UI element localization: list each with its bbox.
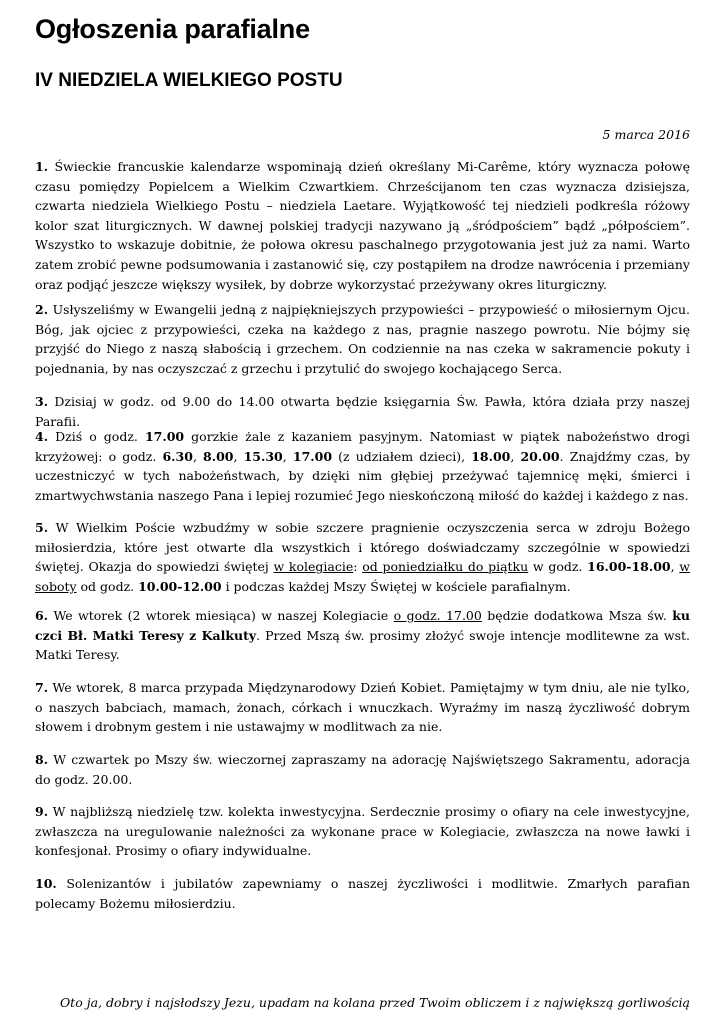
text-segment: od godz. [76,578,139,594]
underlined-text: w kolegiacie [273,559,354,575]
underlined-text: w soboty [35,559,690,594]
announcement-number: 3. [35,394,49,409]
text-segment: Dziś o godz. [48,429,145,444]
announcement-number: 8. [35,752,49,767]
announcement-10 [35,874,690,913]
time-bold: 20.00 [520,448,560,464]
announcement-number: 4. [35,429,49,444]
footer-prayer: Oto ja, dobry i najsłodszy Jezu, upadam na kolana przed Twoim obliczem i z największą gorliwością [59,995,690,1010]
text-segment: , [510,448,521,464]
page-title: Ogłoszenia parafialne [35,14,310,44]
text-segment: . Znajdźmy czas, by uczestniczyć w tych nabożeństwach, by dzięki nim głębiej przeżywać tajemnicę męki, śmierci i zmartwychwstania naszego Pana i lepiej rozumieć Jego nieskończoną miłość do każdej i każdego z nas. [35,448,691,503]
time-bold: 6.30 [162,448,193,464]
announcement-number: 5. [35,520,49,535]
bold-text: ku czci Bł. Matki Teresy z Kalkuty [35,608,690,643]
announcement-text: Solenizantów i jubilatów zapewniamy o naszej życzliwości i modlitwie. Zmarłych parafian polecamy Bożemu miłosierdziu. [35,876,690,911]
text-segment: i podczas każdej Mszy Świętej w kościele parafialnym. [221,578,571,594]
announcement-4 [35,427,690,505]
announcement-3 [35,392,690,431]
text-segment: będzie dodatkowa Msza św. [481,608,673,623]
time-bold: 8.00 [203,448,234,464]
announcement-9 [35,802,690,861]
announcement-6 [35,606,690,665]
text-segment: . Przed Mszą św. prosimy złożyć swoje intencje modlitewne za wst. Matki Teresy. [35,627,690,663]
text-segment: , [282,448,293,464]
text-segment: : [353,559,363,575]
text-segment: w godz. [528,559,588,575]
announcement-number: 1. [35,159,49,174]
announcement-text: Usłyszeliśmy w Ewangelii jedną z najpiękniejszych przypowieści – przypowieść o miłosiernym Ojcu. Bóg, jak ojciec z przypowieści, czeka na każdego z nas, pragnie naszego powrotu. Nie bójmy się przyjść do Niego z naszą słabością i grzechem. On codziennie na nas czeka w sakramencie pokuty i pojednania, by nas oczyszczać z grzechu i przytulić do swojego kochającego Serca. [35,302,690,376]
announcement-text: W czwartek po Mszy św. wieczornej zapraszamy na adorację Najświętszego Sakramentu, adoracja do godz. 20.00. [35,752,690,787]
text-segment: W Wielkim Poście wzbudźmy w sobie szczere pragnienie oczyszczenia serca w zdroju Bożego miłosierdzia, które jest otwarte dla wszystkich i którego doświadczamy szczególnie w spowiedzi świętej. Okazja do spowiedzi świętej [35,520,690,575]
time-bold: 16.00-18.00 [587,559,671,575]
announcement-number: 10. [35,876,57,891]
announcement-number: 9. [35,804,49,819]
announcement-2 [35,300,690,378]
text-segment: (z udziałem dzieci), [332,448,472,464]
announcement-number: 2. [35,302,49,317]
underlined-text: od poniedziałku do piątku [362,559,529,575]
text-segment: , [233,448,244,464]
time-bold: 18.00 [471,448,511,464]
text-segment: We wtorek (2 wtorek miesiąca) w naszej Kolegiacie [48,608,394,623]
text-segment: , [670,559,680,575]
underlined-text: o godz. 17.00 [393,608,482,623]
page-subtitle: IV NIEDZIELA WIELKIEGO POSTU [35,70,343,91]
announcement-date: 5 marca 2016 [602,127,690,142]
announcement-text: W najbliższą niedzielę tzw. kolekta inwestycyjna. Serdecznie prosimy o ofiary na cele inwestycyjne, zwłaszcza na uregulowanie należności za wykonane prace w Kolegiacie, zwłaszcza na nowe ławki i konfesjonał. Prosimy o ofiary indywidualne. [35,804,690,859]
time-bold: 15.30 [243,448,283,464]
announcement-8 [35,750,690,789]
time-bold: 17.00 [144,429,185,444]
announcement-1 [35,157,690,294]
announcement-5 [35,518,690,596]
announcement-number: 6. [35,608,49,623]
text-segment: gorzkie żale z kazaniem pasyjnym. Natomiast w piątek nabożeństwo drogi krzyżowej: o godz. [35,429,690,464]
announcement-text: We wtorek, 8 marca przypada Międzynarodowy Dzień Kobiet. Pamiętajmy w tym dniu, ale nie tylko, o naszych babciach, mamach, żonach, córkach i wnuczkach. Wyraźmy im naszą życzliwość dobrym słowem i drobnym gestem i nie ustawajmy w modlitwach za nie. [35,680,690,735]
time-bold: 10.00-12.00 [138,578,222,594]
text-segment: , [192,448,204,464]
announcement-7 [35,678,690,737]
time-bold: 17.00 [292,448,333,464]
announcement-number: 7. [35,680,49,695]
announcement-text: Dzisiaj w godz. od 9.00 do 14.00 otwarta będzie księgarnia Św. Pawła, która działa przy naszej Parafii. [35,394,690,429]
announcement-text: Świeckie francuskie kalendarze wspominają dzień określany Mi-Carême, który wyznacza połowę czasu pomiędzy Popielcem a Wielkim Czwartkiem. Chrześcijanom ten czas wyznacza dzisiejsza, czwarta niedziela Wielkiego Postu – niedziela Laetare. Wyjątkowość tej niedzieli podkreśla różowy kolor szat liturgicznych. W dawnej polskiej tradycji nazywano ją „śródpościem” bądź „półpościem”. Wszystko to wskazuje dobitnie, że połowa okresu paschalnego przygotowania jest już za nami. Warto zatem zrobić pewne podsumowania i zastanowić się, czy postąpiłem na drodze nawrócenia i przemiany oraz podjąć jeszcze większy wysiłek, by dobrze wykorzystać przeżywany okres liturgiczny. [35,159,690,292]
